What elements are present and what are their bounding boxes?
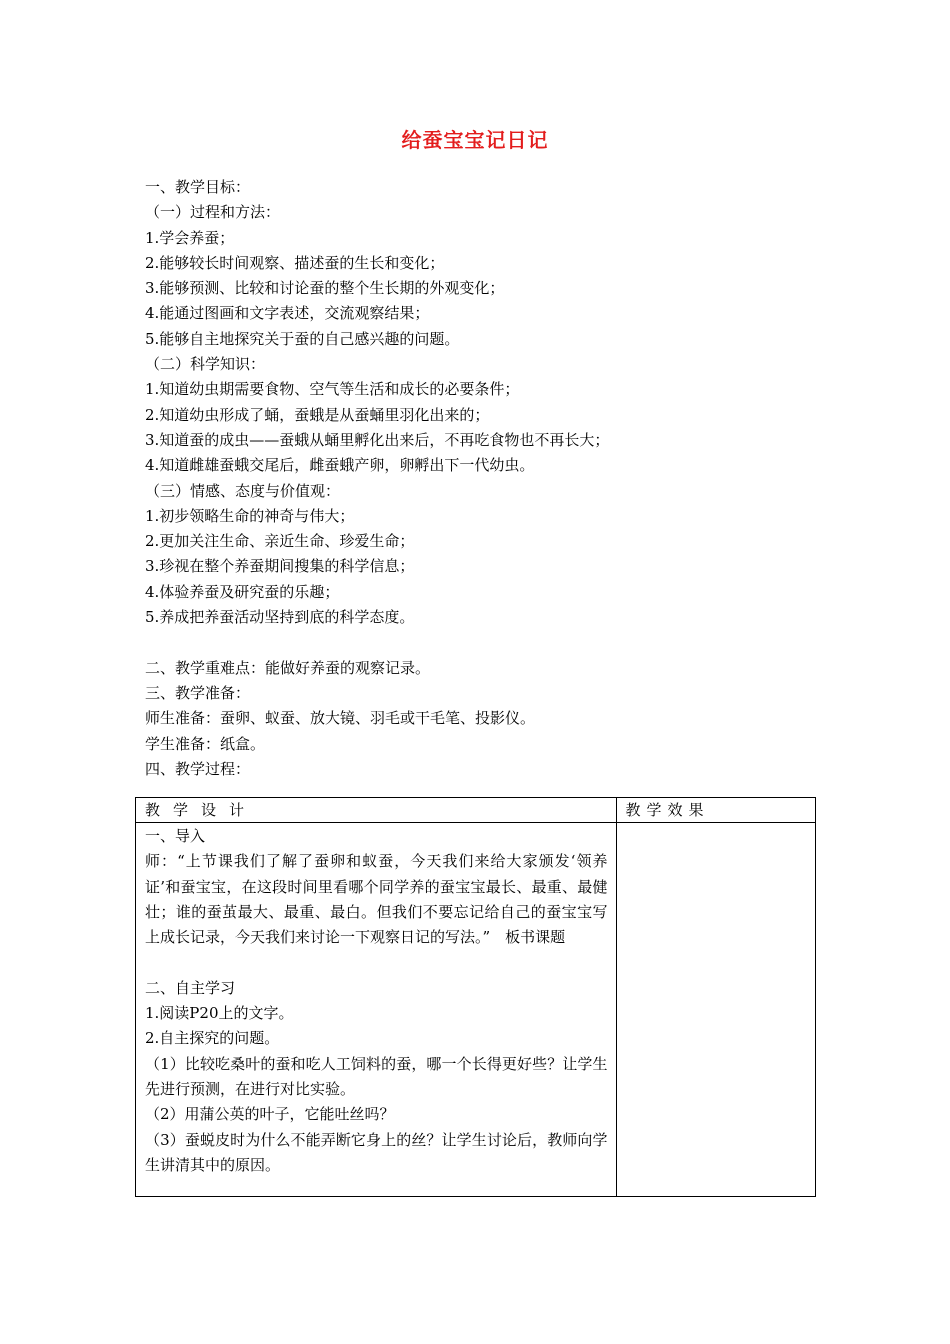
document-body: [145, 175, 825, 782]
intro-heading: 一、导入: [145, 827, 206, 845]
self-study-item: 1.阅读P20上的文字。: [145, 1004, 294, 1023]
document-title: 给蚕宝宝记日记: [401, 128, 549, 152]
key-points: 二、教学重难点：能做好养蚕的观察记录。: [145, 658, 431, 677]
question-item: （2）用蒲公英的叶子，它能吐丝吗？: [145, 1105, 395, 1124]
header-teaching-effect: 教学效果: [616, 798, 815, 823]
attitude-item: 1.初步领略生命的神奇与伟大；: [145, 506, 355, 525]
process-method-heading: （一）过程和方法：: [145, 203, 281, 222]
self-study-item: 2.自主探究的问题。: [145, 1029, 280, 1048]
process-item: 3.能够预测、比较和讨论蚕的整个生长期的外观变化；: [145, 279, 505, 298]
preparation-heading: 三、教学准备：: [145, 683, 251, 702]
attitude-item: 4.体验养蚕及研究蚕的乐趣；: [145, 582, 340, 601]
intro-text: 师：“上节课我们了解了蚕卵和蚁蚕，今天我们来给大家颁发‘领养证’和蚕宝宝，在这段时间里看哪个同学养的蚕宝宝最长、最重、最健壮；谁的蚕茧最大、最重、最白。但我们不要忘记给自己的蚕宝宝写上成长记录，今天我们来讨论一下观察日记的写法。” 板书课题: [145, 852, 608, 947]
process-item: 4.能通过图画和文字表述，交流观察结果；: [145, 304, 430, 323]
objectives-heading: 一、教学目标：: [145, 178, 251, 196]
self-study-heading: 二、自主学习: [145, 978, 236, 997]
spacer: [145, 950, 608, 975]
attitude-item: 2.更加关注生命、亲近生命、珍爱生命；: [145, 532, 415, 551]
process-item: 1.学会养蚕；: [145, 228, 235, 247]
student-preparation: 学生准备：纸盒。: [145, 734, 266, 753]
attitude-item: 5.养成把养蚕活动坚持到底的科学态度。: [145, 608, 415, 627]
process-item: 5.能够自主地探究关于蚕的自己感兴趣的问题。: [145, 329, 460, 348]
knowledge-heading: （二）科学知识：: [145, 355, 266, 374]
process-heading: 四、教学过程：: [145, 759, 251, 778]
knowledge-item: 1.知道幼虫期需要食物、空气等生活和成长的必要条件；: [145, 380, 520, 399]
teaching-process-table: [135, 797, 816, 1197]
question-item: （3）蚕蜕皮时为什么不能弄断它身上的丝？让学生讨论后，教师向学生讲清其中的原因。: [145, 1130, 608, 1174]
knowledge-item: 3.知道蚕的成虫——蚕蛾从蛹里孵化出来后，不再吃食物也不再长大；: [145, 430, 610, 449]
knowledge-item: 4.知道雌雄蚕蛾交尾后，雌蚕蛾产卵，卵孵出下一代幼虫。: [145, 456, 535, 475]
teaching-effect-cell: [616, 823, 815, 1197]
knowledge-item: 2.知道幼虫形成了蛹，蚕蛾是从蚕蛹里羽化出来的；: [145, 405, 490, 424]
teacher-student-preparation: 师生准备：蚕卵、蚁蚕、放大镜、羽毛或干毛笔、投影仪。: [145, 709, 536, 728]
header-teaching-design: 教学设计: [136, 798, 617, 823]
attitude-heading: （三）情感、态度与价值观：: [145, 481, 341, 500]
question-item: （1）比较吃桑叶的蚕和吃人工饲料的蚕，哪一个长得更好些？让学生先进行预测，在进行对比实验。: [145, 1054, 608, 1098]
table-row: [136, 823, 816, 1197]
spacer: [145, 630, 825, 655]
table-header-row: [136, 798, 816, 823]
attitude-item: 3.珍视在整个养蚕期间搜集的科学信息；: [145, 557, 415, 576]
process-item: 2.能够较长时间观察、描述蚕的生长和变化；: [145, 253, 445, 272]
teaching-design-cell: [136, 823, 617, 1197]
